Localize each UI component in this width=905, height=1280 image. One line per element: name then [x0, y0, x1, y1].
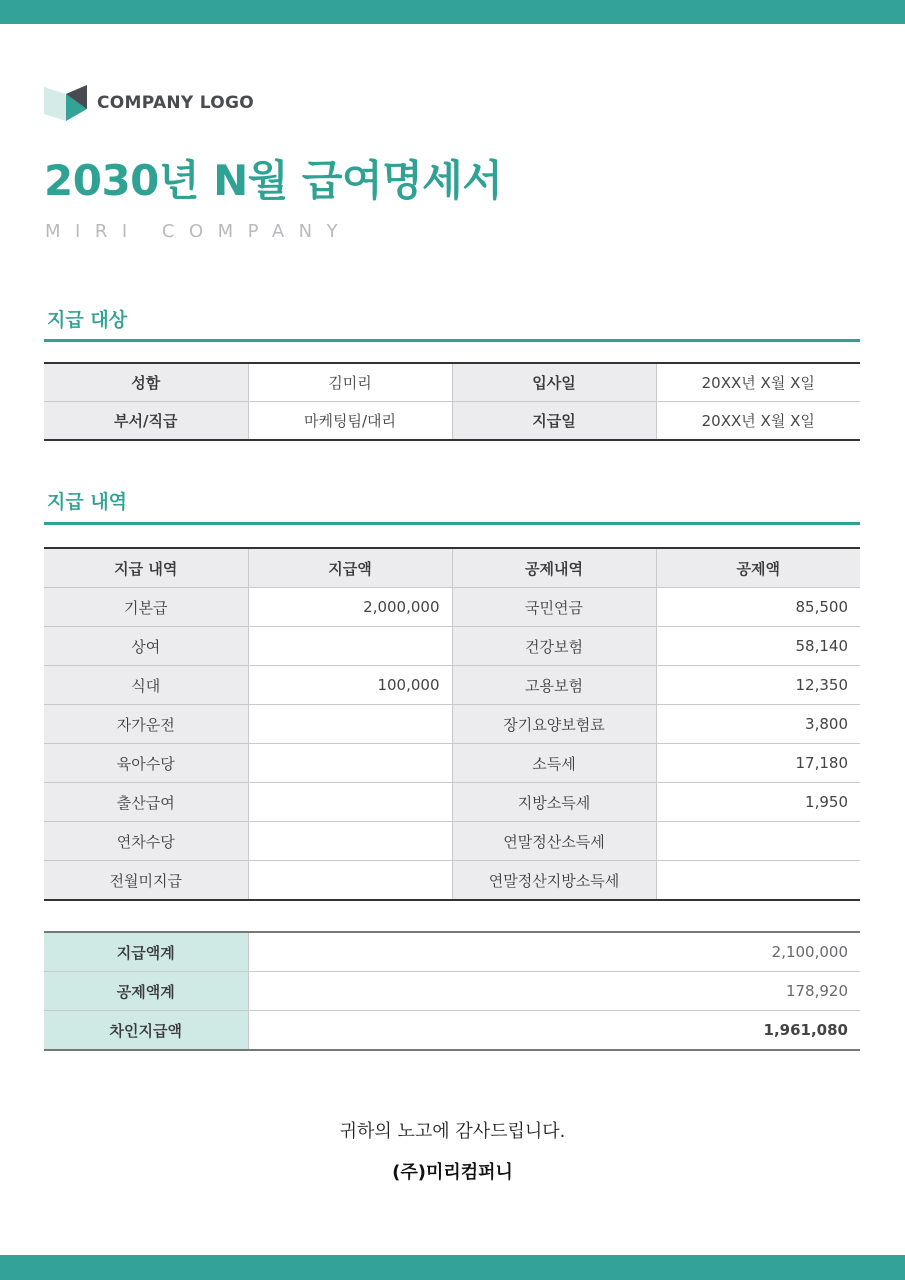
label-total-pay: 지급액계 — [44, 932, 248, 972]
table-row — [44, 822, 860, 861]
table-row — [44, 666, 860, 705]
pay-item: 기본급 — [44, 588, 248, 627]
deduction-item: 장기요양보험료 — [452, 705, 656, 744]
company-name: (주)미리컴퍼니 — [392, 1162, 513, 1183]
pay-amount: 2,000,000 — [248, 588, 452, 627]
label-net-pay: 차인지급액 — [44, 1011, 248, 1051]
deduction-item: 연말정산지방소득세 — [452, 861, 656, 901]
column-header-pay-item: 지급 내역 — [44, 548, 248, 588]
label-pay-date: 지급일 — [452, 402, 656, 441]
table-row — [44, 402, 860, 441]
logo-text: COMPANY LOGO — [97, 93, 255, 113]
pay-item: 전월미지급 — [44, 861, 248, 901]
pay-item: 육아수당 — [44, 744, 248, 783]
deduction-amount: 12,350 — [656, 666, 860, 705]
table-row — [44, 627, 860, 666]
deduction-item: 지방소득세 — [452, 783, 656, 822]
column-header-deduction-item: 공제내역 — [452, 548, 656, 588]
deduction-item: 고용보험 — [452, 666, 656, 705]
table-row — [44, 588, 860, 627]
pay-amount — [248, 783, 452, 822]
value-hire-date: 20XX년 X월 X일 — [656, 363, 860, 402]
pay-amount — [248, 744, 452, 783]
value-total-deduction: 178,920 — [248, 972, 860, 1011]
column-header-pay-amount: 지급액 — [248, 548, 452, 588]
deduction-amount: 58,140 — [656, 627, 860, 666]
value-net-pay: 1,961,080 — [248, 1011, 860, 1051]
deduction-item: 건강보험 — [452, 627, 656, 666]
cube-logo-icon — [44, 85, 88, 121]
pay-item: 상여 — [44, 627, 248, 666]
thanks-message: 귀하의 노고에 감사드립니다. — [339, 1121, 566, 1142]
top-accent-bar — [0, 0, 905, 24]
pay-amount — [248, 627, 452, 666]
value-department: 마케팅팀/대리 — [248, 402, 452, 441]
deduction-amount: 17,180 — [656, 744, 860, 783]
company-logo — [44, 85, 254, 121]
pay-amount — [248, 705, 452, 744]
payment-details-table — [44, 547, 860, 901]
section-divider — [44, 522, 860, 525]
pay-item: 출산급여 — [44, 783, 248, 822]
section-divider — [44, 339, 860, 342]
recipient-table — [44, 362, 860, 441]
label-name: 성함 — [44, 363, 248, 402]
deduction-amount: 3,800 — [656, 705, 860, 744]
pay-amount: 100,000 — [248, 666, 452, 705]
section-title-recipient: 지급 대상 — [47, 309, 128, 331]
deduction-amount: 1,950 — [656, 783, 860, 822]
bottom-accent-bar — [0, 1255, 905, 1280]
table-row — [44, 1011, 860, 1051]
company-subtitle: MIRI COMPANY — [45, 221, 353, 242]
deduction-item: 소득세 — [452, 744, 656, 783]
deduction-amount — [656, 861, 860, 901]
value-total-pay: 2,100,000 — [248, 932, 860, 972]
page-title: 2030년 N월 급여명세서 — [44, 156, 503, 205]
table-row — [44, 861, 860, 901]
summary-table — [44, 931, 860, 1051]
pay-amount — [248, 822, 452, 861]
table-row — [44, 783, 860, 822]
table-row — [44, 744, 860, 783]
table-header-row — [44, 548, 860, 588]
label-hire-date: 입사일 — [452, 363, 656, 402]
table-row — [44, 972, 860, 1011]
deduction-item: 국민연금 — [452, 588, 656, 627]
column-header-deduction-amount: 공제액 — [656, 548, 860, 588]
deduction-amount — [656, 822, 860, 861]
value-name: 김미리 — [248, 363, 452, 402]
table-row — [44, 705, 860, 744]
table-row — [44, 932, 860, 972]
pay-item: 연차수당 — [44, 822, 248, 861]
section-title-details: 지급 내역 — [47, 491, 128, 513]
deduction-item: 연말정산소득세 — [452, 822, 656, 861]
label-department: 부서/직급 — [44, 402, 248, 441]
pay-item: 자가운전 — [44, 705, 248, 744]
table-row — [44, 363, 860, 402]
label-total-deduction: 공제액계 — [44, 972, 248, 1011]
value-pay-date: 20XX년 X월 X일 — [656, 402, 860, 441]
deduction-amount: 85,500 — [656, 588, 860, 627]
pay-amount — [248, 861, 452, 901]
pay-item: 식대 — [44, 666, 248, 705]
